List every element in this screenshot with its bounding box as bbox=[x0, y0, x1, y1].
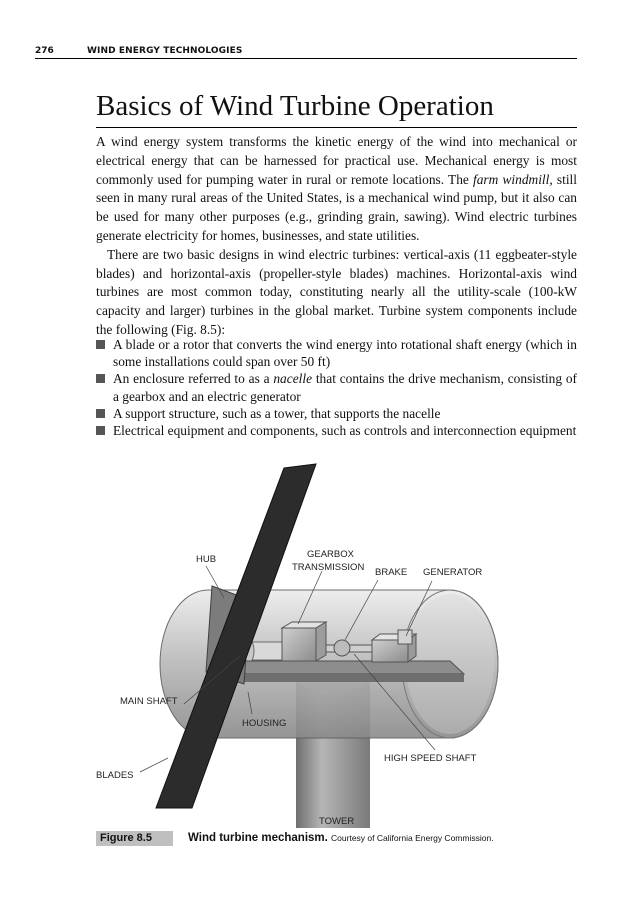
wind-turbine-diagram bbox=[90, 458, 580, 828]
list-item-text: An enclosure referred to as a bbox=[113, 371, 274, 387]
label-high-speed-shaft: HIGH SPEED SHAFT bbox=[384, 753, 477, 764]
bullet-square-icon bbox=[96, 374, 105, 383]
bullet-square-icon bbox=[96, 409, 105, 418]
paragraph-1-emphasis: farm windmill, bbox=[473, 171, 553, 187]
wind-turbine-figure bbox=[90, 458, 580, 828]
brake-disc bbox=[334, 640, 350, 656]
label-housing: HOUSING bbox=[242, 718, 287, 729]
paragraph-2: There are two basic designs in wind electric turbines: vertical-axis (11 eggbeater-style blades) and horizontal-axis (propeller-style blades) machines. Horizontal-axis wind turbines are most common today, constituting nearly all the utility-scale (100-kW capacity and larger) turbines in the global market. Turbine system components include the following (Fig. 8.5): bbox=[96, 246, 577, 337]
mounting-platform bbox=[228, 661, 464, 674]
figure-credit: Courtesy of California Energy Commission. bbox=[331, 833, 494, 843]
list-item-text: A support structure, such as a tower, that supports the nacelle bbox=[113, 405, 441, 421]
label-blades: BLADES bbox=[96, 770, 134, 781]
caption-title-text: Wind turbine mechanism. bbox=[188, 832, 328, 844]
component-list bbox=[96, 336, 577, 439]
figure-title bbox=[188, 831, 494, 846]
paragraph-1-text-b: still seen in many rural areas of the United States, is a mechanical wind pump, but it also can be used for many other purposes (e.g., grinding grain, sawing). Wind electric turbines generate electricity for homes, businesses, and state utilities. bbox=[96, 171, 577, 243]
label-tower: TOWER bbox=[319, 816, 355, 827]
figure-caption bbox=[96, 831, 577, 846]
list-item-text: that contains the drive mechanism, consisting of a gearbox and an electric generator bbox=[113, 371, 577, 404]
list-item-text: Electrical equipment and components, such as controls and interconnection equipment bbox=[113, 423, 577, 439]
list-item bbox=[96, 370, 577, 404]
paragraph-1-text-a: A wind energy system transforms the kinetic energy of the wind into mechanical or electrical energy that can be harnessed for practical use. Mechanical energy is most commonly used for pumping water in rural or remote locations. The bbox=[96, 134, 577, 187]
list-item bbox=[96, 336, 577, 370]
figure-number: Figure 8.5 bbox=[96, 831, 173, 846]
bullet-square-icon bbox=[96, 426, 105, 435]
gearbox bbox=[282, 622, 326, 661]
bullet-square-icon bbox=[96, 340, 105, 349]
header-rule bbox=[35, 58, 577, 59]
page-number: 276 bbox=[35, 46, 54, 56]
running-head bbox=[35, 46, 577, 58]
label-generator: GENERATOR bbox=[423, 567, 483, 578]
list-item bbox=[96, 405, 577, 422]
title-rule bbox=[96, 127, 577, 128]
label-gearbox: GEARBOX bbox=[307, 549, 354, 560]
label-hub: HUB bbox=[196, 554, 217, 565]
paragraph-1 bbox=[96, 133, 577, 246]
section-title: WIND ENERGY TECHNOLOGIES bbox=[87, 46, 243, 56]
list-item-text: A blade or a rotor that converts the wind energy into rotational shaft energy (which in some installations could span over 50 ft) bbox=[113, 337, 577, 370]
body-text bbox=[96, 133, 577, 340]
label-brake: BRAKE bbox=[375, 567, 408, 578]
label-transmission: TRANSMISSION bbox=[292, 562, 365, 573]
generator bbox=[372, 630, 416, 662]
page-title: Basics of Wind Turbine Operation bbox=[96, 90, 494, 122]
label-main-shaft: MAIN SHAFT bbox=[120, 696, 178, 707]
list-item-emphasis: nacelle bbox=[273, 371, 313, 387]
list-item bbox=[96, 422, 577, 439]
